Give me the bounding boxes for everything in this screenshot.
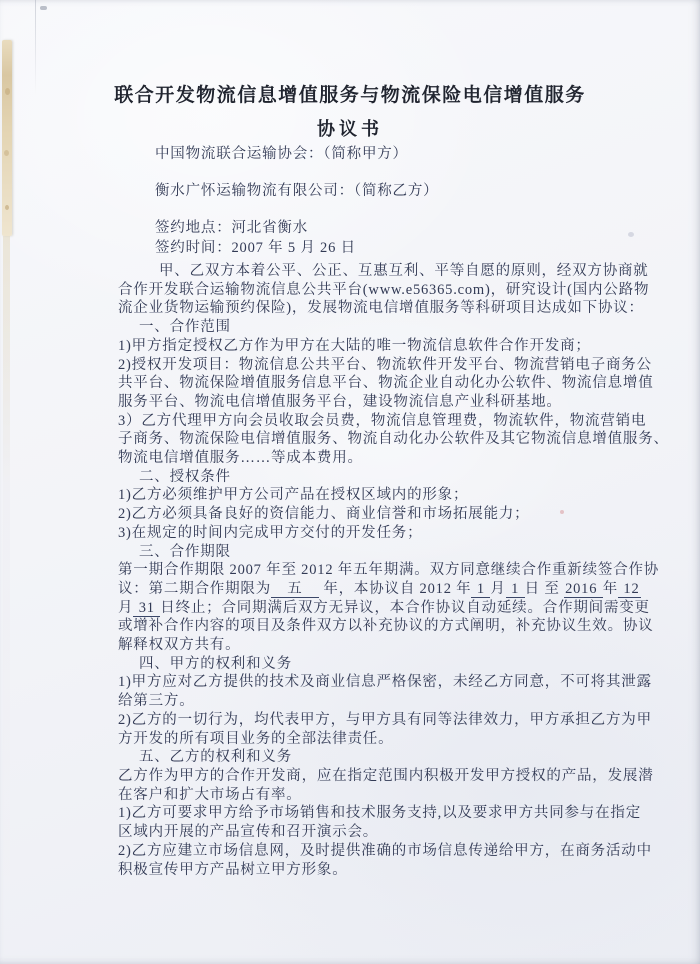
underlined-value: 1 — [472, 580, 490, 597]
document-subtitle: 协议书 — [317, 119, 383, 139]
document-line: 积极宣传甲方产品树立甲方形象。 — [118, 861, 348, 878]
document-line: 方开发的所有项目业务的全部法律责任。 — [118, 730, 394, 747]
document-line: 合作开发联合运输物流信息公共平台(www.e56365.com)，研究设计(国内公路物 — [118, 281, 650, 298]
document-line: 2)乙方的一切行为，均代表甲方，与甲方具有同等法律效力，甲方承担乙方为甲 — [118, 711, 652, 728]
underlined-value: 31 — [134, 599, 160, 616]
text-segment: 年，本协议自 2012 年 — [318, 580, 472, 597]
document-line: 区域内开展的产品宣传和召开演示会。 — [118, 824, 379, 841]
document-line: 给第三方。 — [118, 693, 195, 710]
document-line: 1)乙方可要求甲方给予市场销售和技术服务支持,以及要求甲方共同参与在指定 — [118, 805, 642, 822]
document-line: 或增补合作内容的项目及条件双方以补充协议的方式阐明，补充协议生效。协议 — [118, 618, 654, 635]
document-line: 2)乙方应建立市场信息网，及时提供准确的市场信息传递给甲方，在商务活动中 — [118, 842, 652, 859]
document-line: 1)甲方应对乙方提供的技术及商业信息严格保密，未经乙方同意，不可将其泄露 — [118, 674, 652, 691]
document-line: 1)甲方指定授权乙方作为甲方在大陆的唯一物流信息软件合作开发商； — [118, 337, 591, 354]
text-segment: 月 — [490, 580, 506, 597]
scan-speck — [4, 150, 9, 156]
document-line: 五、乙方的权利和义务 — [139, 749, 292, 766]
scan-speck — [5, 205, 9, 210]
text-segment: 月 — [118, 599, 134, 616]
document-line: 子商务、物流保险电信增值服务、物流自动化办公软件及其它物流信息增值服务、 — [118, 431, 669, 448]
party-a-line: 中国物流联合运输协会：（简称甲方） — [155, 146, 408, 162]
text-segment: 年 — [602, 580, 618, 597]
document-body — [118, 262, 669, 879]
party-b-line: 衡水广怀运输物流有限公司：（简称乙方） — [155, 183, 439, 199]
text-segment: 日 至 — [524, 580, 565, 597]
document-line: 甲、乙双方本着公平、公正、互惠互利、平等自愿的原则，经双方协商就 — [159, 263, 649, 279]
document-line: 三、合作期限 — [139, 543, 231, 560]
document-line: 四、甲方的权利和义务 — [139, 655, 292, 672]
document-line: 3)在规定的时间内完成甲方交付的开发任务； — [118, 524, 423, 541]
document-line — [118, 599, 658, 618]
scan-speck — [40, 6, 47, 10]
text-segment: 日终止；合同期满后双方无异议，本合作协议自动延续。合作期间需变更 — [160, 599, 650, 616]
document-line: 2)授权开发项目：物流信息公共平台、物流软件开发平台、物流营销电子商务公 — [118, 356, 652, 373]
document-line: 乙方作为甲方的合作开发商，应在指定范围内积极开发甲方授权的产品，发展潜 — [118, 767, 654, 784]
scan-speck — [628, 232, 634, 237]
document-line: 第一期合作期限 2007 年至 2012 年五年期满。双方同意继续合作重新续签合作协 — [118, 562, 660, 579]
text-segment: 议：第二期合作期限为 — [118, 580, 271, 597]
sign-place-line: 签约地点：河北省衡水 — [155, 220, 308, 236]
document-line: 解释权双方共有。 — [118, 637, 241, 654]
document-line: 二、授权条件 — [139, 468, 231, 485]
underlined-value: 12 — [619, 580, 640, 597]
document-line: 物流电信增值服务……等成本费用。 — [118, 450, 363, 467]
underlined-value: 五 — [272, 580, 318, 597]
sign-date-line: 签约时间：2007 年 5 月 26 日 — [155, 240, 356, 256]
document-line: 流企业货物运输预约保险)，发展物流电信增值服务等科研项目达成如下协议： — [118, 300, 644, 317]
document-line: 3）乙方代理甲方向会员收取会员费，物流信息管理费，物流软件，物流营销电 — [118, 412, 647, 429]
document-line: 1)乙方必须维护甲方公司产品在授权区域内的形象； — [118, 487, 469, 504]
document-line: 2)乙方必须具备良好的资信能力、商业信誉和市场拓展能力； — [118, 506, 530, 523]
underlined-value: 1 — [506, 580, 524, 597]
document-line: 在客户和扩大市场占有率。 — [118, 786, 302, 803]
underlined-value: 2016 — [565, 580, 602, 597]
document-line: 服务平台、物流电信增值服务平台，建设物流信息产业科研基地。 — [118, 393, 562, 410]
document-line: 一、合作范围 — [139, 319, 231, 336]
document-line: 共平台、物流保险增值服务信息平台、物流企业自动化办公软件、物流信息增值 — [118, 375, 654, 392]
scan-left-edge-strip-lower — [3, 236, 10, 876]
document-title: 联合开发物流信息增值服务与物流保险电信增值服务 — [114, 85, 586, 106]
document-line — [118, 580, 658, 599]
